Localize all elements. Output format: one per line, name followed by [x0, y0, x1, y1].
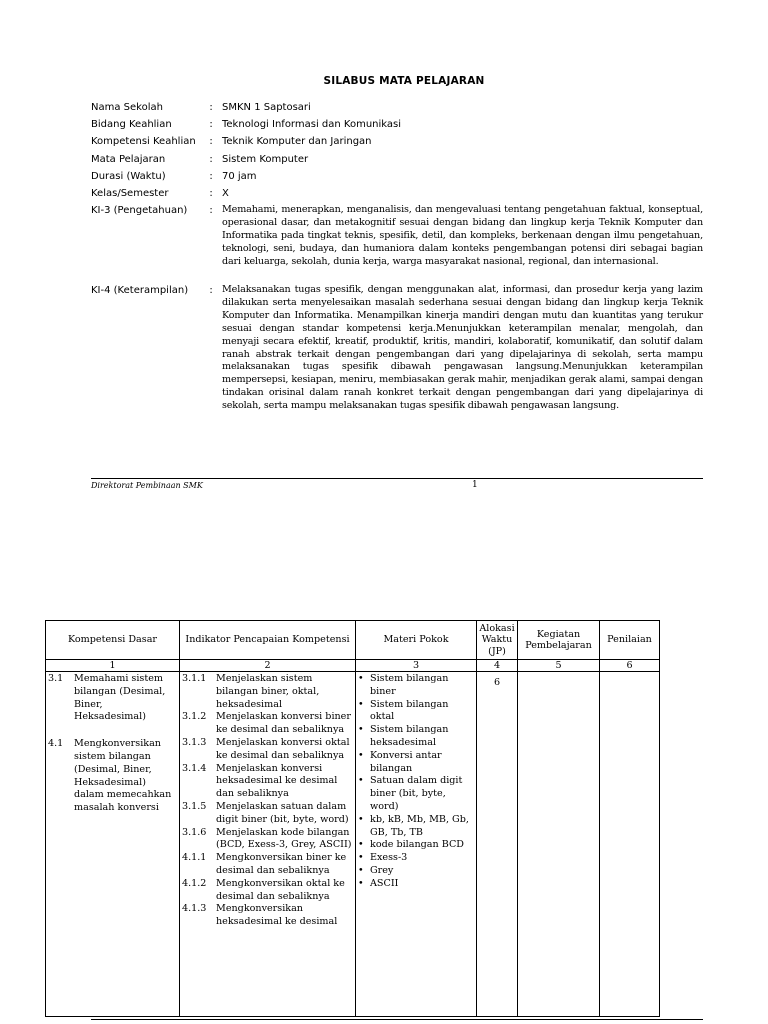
materi-list: [358, 673, 474, 891]
indikator-item: [182, 878, 353, 904]
info-label: Kelas/Semester: [91, 188, 169, 200]
indikator-cell: [180, 672, 356, 1017]
alokasi-value: 6: [493, 677, 501, 688]
list-item: [358, 878, 474, 891]
table-header-row: [46, 621, 660, 660]
list-item: [358, 673, 474, 699]
info-value: X: [222, 188, 229, 200]
materi-text: Konversi antar bilangan: [370, 749, 442, 774]
header-penilaian: Penilaian: [600, 621, 660, 660]
header-kegiatan-pembelajaran: Kegiatan Pembelajaran: [518, 621, 600, 660]
footer-rule: [91, 478, 703, 479]
info-colon: :: [209, 170, 213, 182]
info-colon: :: [209, 102, 213, 113]
info-value: Teknologi Informasi dan Komunikasi: [222, 119, 402, 131]
indikator-text: Menjelaskan konversi oktal ke desimal dan sebaliknya: [216, 736, 350, 761]
bullet: •: [358, 864, 364, 876]
list-item: [358, 750, 474, 776]
materi-text: Sistem bilangan heksadesimal: [370, 724, 449, 748]
column-number: 4: [477, 660, 518, 672]
indikator-number: 3.1.6: [182, 826, 207, 838]
indikator-text: Menjelaskan kode bilangan (BCD, Exess-3, Grey, ASCII): [216, 826, 352, 851]
ki4-block: [91, 284, 703, 413]
indikator-number: 3.1.2: [182, 711, 207, 723]
bullet: •: [358, 852, 364, 864]
info-row-kelas-semester: [91, 185, 703, 202]
table-row: [46, 672, 660, 1017]
info-colon: :: [209, 188, 213, 200]
document-title: SILABUS MATA PELAJARAN: [323, 75, 485, 87]
page-number: 1: [472, 480, 478, 490]
column-number: 6: [600, 660, 660, 672]
kd-number: 3.1: [48, 673, 64, 684]
indikator-text: Menjelaskan konversi biner ke desimal dan sebaliknya: [216, 711, 351, 736]
info-label: Bidang Keahlian: [91, 119, 172, 131]
kompetensi-dasar-cell: [46, 672, 180, 1017]
info-row-nama-sekolah: [91, 99, 703, 116]
bullet: •: [358, 698, 364, 710]
bullet: •: [358, 839, 364, 851]
bullet: •: [358, 775, 364, 787]
indikator-number: 3.1.3: [182, 736, 207, 748]
indikator-number: 4.1.3: [182, 903, 207, 915]
indikator-item: [182, 852, 353, 878]
materi-text: Sistem bilangan biner: [370, 673, 449, 697]
indikator-text: Mengkonversikan biner ke desimal dan sebaliknya: [216, 852, 347, 876]
header-kompetensi-dasar: Kompetensi Dasar: [46, 621, 180, 660]
indikator-text: Mengkonversikan heksadesimal ke desimal: [216, 903, 338, 928]
column-number: 1: [46, 660, 180, 672]
indikator-number: 4.1.1: [182, 852, 207, 864]
info-row-kompetensi-keahlian: [91, 133, 703, 150]
materi-text: kode bilangan BCD: [370, 839, 464, 851]
info-label: Mata Pelajaran: [91, 153, 166, 165]
ki4-text: Melaksanakan tugas spesifik, dengan menggunakan alat, informasi, dan prosedur kerja yang lazim dilakukan serta menyelesaikan masalah sederhana sesuai dengan bidang dan lingkup kerja Teknik Komputer dan Informatika. Menampilkan kinerja mandiri dengan mutu dan kuantitas yang terukur sesuai dengan standar kompetensi kerja.Menunjukkan keterampilan menalar, mengolah, dan menyaji secara efektif, kreatif, produktif, kritis, mandiri, kolaboratif, komunikatif, dan solutif dalam ranah abstrak terkait dengan pengembangan dari yang dipelajarinya di sekolah, serta mampu melaksanakan tugas spesifik dibawah pengawasan langsung.Menunjukkan keterampilan mempersepsi, kesiapan, meniru, membiasakan gerak mahir, menjadikan gerak alami, sampai dengan tindakan orisinal dalam ranah konkret terkait dengan pengembangan dari yang dipelajarinya di sekolah, serta mampu melaksanakan tugas spesifik dibawah pengawasan langsung.: [222, 284, 703, 412]
header-materi-pokok: Materi Pokok: [356, 621, 477, 660]
ki3-block: [91, 204, 703, 269]
indikator-text: Menjelaskan sistem bilangan biner, oktal, heksadesimal: [216, 673, 320, 710]
indikator-number: 3.1.5: [182, 800, 207, 812]
column-number: 2: [180, 660, 356, 672]
indikator-item: [182, 737, 353, 763]
info-value: 70 jam: [222, 170, 257, 182]
identity-block: [91, 99, 703, 202]
materi-text: Sistem bilangan oktal: [370, 698, 449, 723]
info-colon: :: [209, 153, 213, 165]
materi-text: ASCII: [370, 877, 399, 889]
bullet: •: [358, 673, 364, 684]
kd-number: 4.1: [48, 738, 64, 750]
indikator-text: Mengkonversikan oktal ke desimal dan sebaliknya: [216, 877, 345, 902]
indikator-item: [182, 801, 353, 827]
indikator-item: [182, 827, 353, 853]
materi-text: Grey: [370, 864, 394, 876]
indikator-text: Menjelaskan satuan dalam digit biner (bit, byte, word): [216, 800, 349, 825]
info-row-bidang-keahlian: [91, 116, 703, 133]
info-value: Sistem Komputer: [222, 153, 309, 165]
list-item: [358, 865, 474, 878]
kegiatan-cell: [518, 672, 600, 1017]
kd-text: Memahami sistem bilangan (Desimal, Biner, Heksadesimal): [74, 673, 166, 723]
list-item: [358, 852, 474, 865]
syllabus-table: [45, 620, 660, 1017]
header-indikator: Indikator Pencapaian Kompetensi: [180, 621, 356, 660]
info-colon: :: [209, 119, 213, 131]
ki3-label: KI-3 (Pengetahuan): [91, 205, 188, 216]
indikator-text: Menjelaskan konversi heksadesimal ke desimal dan sebaliknya: [216, 762, 338, 800]
bullet: •: [358, 877, 364, 889]
bullet: •: [358, 813, 364, 825]
indikator-item: [182, 763, 353, 801]
list-item: [358, 775, 474, 813]
column-number: 5: [518, 660, 600, 672]
ki3-text: Memahami, menerapkan, menganalisis, dan mengevaluasi tentang pengetahuan faktual, konseptual, operasional dasar, dan metakognitif sesuai dengan bidang dan lingkup kerja Teknik Komputer dan Informatika pada tingkat teknis, spesifik, detil, dan kompleks, berkenaan dengan ilmu pengetahuan, teknologi, seni, budaya, dan humaniora dalam konteks pengembangan potensi diri sebagai bagian dari keluarga, sekolah, dunia kerja, warga masyarakat nasional, regional, dan internasional.: [222, 204, 703, 267]
ki4-label: KI-4 (Keterampilan): [91, 285, 189, 296]
footer-directorate: Direktorat Pembinaan SMK: [91, 481, 203, 490]
indikator-item: [182, 711, 353, 737]
kd-item: [48, 738, 177, 815]
info-row-mata-pelajaran: [91, 151, 703, 168]
indikator-number: 3.1.4: [182, 762, 207, 774]
info-label: Kompetensi Keahlian: [91, 136, 196, 148]
column-number-row: [46, 660, 660, 672]
kd-item: [48, 673, 177, 724]
info-label: Durasi (Waktu): [91, 170, 166, 182]
materi-pokok-cell: [356, 672, 477, 1017]
info-value: Teknik Komputer dan Jaringan: [222, 136, 372, 148]
list-item: [358, 814, 474, 840]
list-item: [358, 839, 474, 852]
info-value: SMKN 1 Saptosari: [222, 102, 311, 113]
indikator-item: [182, 903, 353, 929]
penilaian-cell: [600, 672, 660, 1017]
alokasi-cell: [477, 672, 518, 1017]
indikator-number: 3.1.1: [182, 673, 207, 684]
header-alokasi-waktu: Alokasi Waktu (JP): [477, 621, 518, 660]
info-colon: :: [209, 136, 213, 148]
indikator-number: 4.1.2: [182, 877, 207, 889]
info-label: Nama Sekolah: [91, 102, 163, 113]
indikator-item: [182, 673, 353, 711]
info-row-durasi: [91, 168, 703, 185]
list-item: [358, 699, 474, 725]
ki3-colon: :: [209, 205, 213, 216]
column-number: 3: [356, 660, 477, 672]
materi-text: Satuan dalam digit biner (bit, byte, word): [370, 775, 463, 812]
kd-text: Mengkonversikan sistem bilangan (Desimal, Biner, Heksadesimal) dalam memecahkan masalah konversi: [74, 738, 172, 814]
bullet: •: [358, 749, 364, 761]
bullet: •: [358, 724, 364, 736]
materi-text: kb, kB, Mb, MB, Gb, GB, Tb, TB: [370, 813, 469, 838]
footer-rule-bottom: [91, 1019, 703, 1020]
ki4-colon: :: [209, 285, 213, 296]
materi-text: Exess-3: [370, 852, 408, 864]
list-item: [358, 724, 474, 750]
